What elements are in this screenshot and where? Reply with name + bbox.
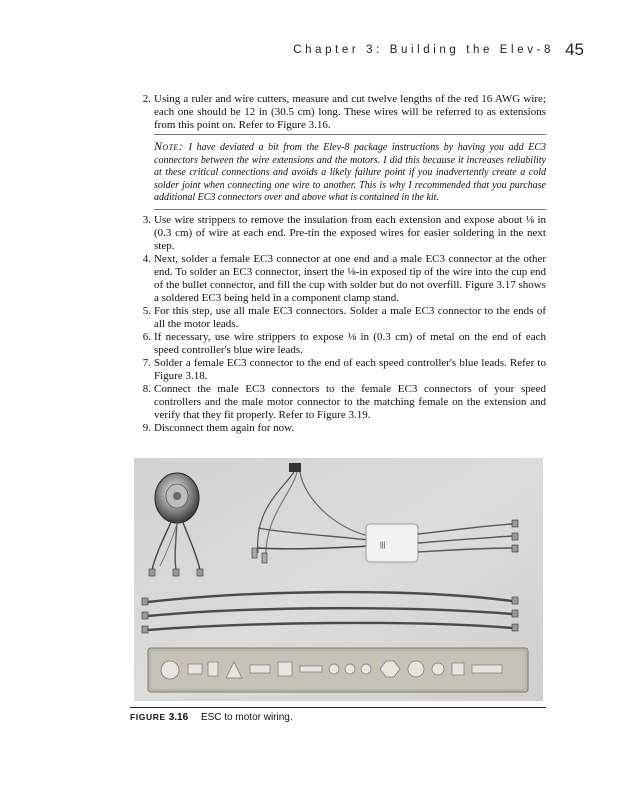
step-item xyxy=(130,383,546,422)
chapter-title: Chapter 3: Building the Elev-8 xyxy=(293,44,554,56)
step-text: Use wire strippers to remove the insulation from each extension and expose about ⅛ in (0.3 cm) of wire at each end. Pre-tin the exposed wires for easier soldering in the next step. xyxy=(154,214,546,252)
step-number: 3. xyxy=(142,214,151,226)
component-strip xyxy=(148,648,528,692)
step-text: Connect the male EC3 connectors to the female EC3 connectors of your speed controllers and the male motor connector to the matching female on the extension and verify that they fit properly. Refer to Figure 3.19. xyxy=(154,383,546,421)
step-number: 7. xyxy=(142,357,151,369)
step-text: For this step, use all male EC3 connectors. Solder a male EC3 connector to the ends of all the motor leads. xyxy=(154,305,546,330)
step-number: 5. xyxy=(142,305,151,317)
note-text: I have deviated a bit from the Elev-8 package instructions by having you add EC3 connectors between the wire extensions and the motors. I did this because it increases reliability at these critical connections and avoids a likely failure point if you inadvertently create a cold solder joint when connecting one wire to another. This is why I recommended that you purchase additional EC3 connectors over and above what is contained in the kit. xyxy=(154,142,546,204)
running-header xyxy=(0,40,634,64)
page-number: 45 xyxy=(565,40,584,59)
step-item xyxy=(130,93,546,132)
step-item xyxy=(130,331,546,357)
figure-caption-text: ESC to motor wiring. xyxy=(200,712,293,723)
step-number: 2. xyxy=(142,93,151,105)
step-text: Next, solder a female EC3 connector at one end and a male EC3 connector at the other end. To solder an EC3 connector, insert the ⅛-in exposed tip of the wire into the cup end of the bullet connector, and fill the cup with solder but do not overfill. Figure 3.17 shows a soldered EC3 being held in a component clamp stand. xyxy=(154,253,546,304)
note-box xyxy=(154,134,546,210)
step-item xyxy=(130,214,546,253)
figure-label: FIGURE xyxy=(130,712,169,722)
figure-caption xyxy=(130,712,293,723)
step-text: Solder a female EC3 connector to the end of each speed controller's blue leads. Refer to Figure 3.18. xyxy=(154,357,546,382)
note-label: Note: xyxy=(154,139,189,153)
step-number: 8. xyxy=(142,383,151,395)
figure-rule xyxy=(130,707,546,708)
svg-text:|||: ||| xyxy=(380,542,386,549)
step-number: 9. xyxy=(142,422,151,434)
esc-motor-wiring-photo xyxy=(134,458,543,701)
step-list-lower xyxy=(130,214,546,435)
step-number: 6. xyxy=(142,331,151,343)
figure-number: 3.16 xyxy=(168,712,189,723)
step-text: If necessary, use wire strippers to expose ⅛ in (0.3 cm) of metal on the end of each speed controller's blue wire leads. xyxy=(154,331,546,356)
step-text: Using a ruler and wire cutters, measure and cut twelve lengths of the red 16 AWG wire; each one should be 12 in (30.5 cm) long. These wires will be referred to as extensions from this point on. Refer to Figure 3.16. xyxy=(154,93,546,131)
step-text: Disconnect them again for now. xyxy=(154,422,295,434)
step-list-upper xyxy=(130,93,546,132)
step-item xyxy=(130,253,546,305)
step-item xyxy=(130,357,546,383)
step-number: 4. xyxy=(142,253,151,265)
step-item xyxy=(130,305,546,331)
step-item xyxy=(130,422,546,435)
